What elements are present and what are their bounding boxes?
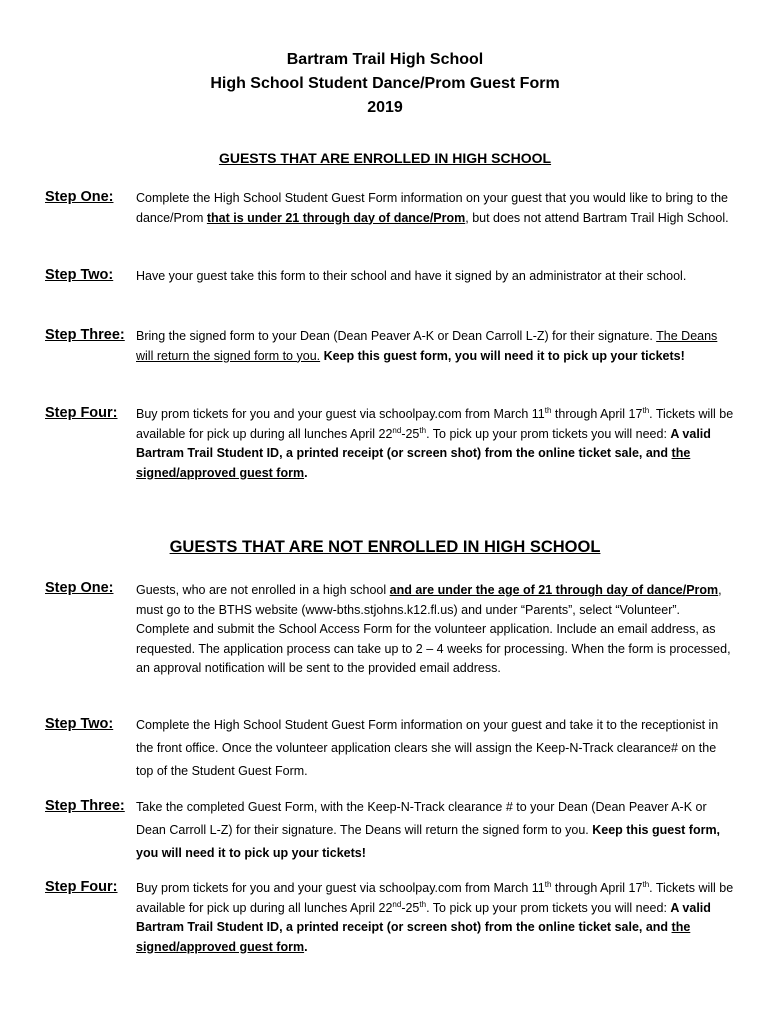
s1-step-three-label: Step Three: bbox=[45, 327, 125, 343]
s2-step-three-text: Take the completed Guest Form, with the Keep-N-Track clearance # to your Dean (Dean Peaver A-K or Dean Carroll L-Z) for their signature. The Deans will return the signed form to you. Keep this guest form, you will need it to pick up your tickets! bbox=[136, 800, 721, 860]
s2-step-two-text: Complete the High School Student Guest Form information on your guest and take it to the receptionist in the front office. Once the volunteer application clears she will assign the Keep-N-Track clearance# on the top of the Student Guest Form. bbox=[136, 718, 719, 778]
s1-step-one-label: Step One: bbox=[45, 189, 114, 205]
s2-step-three-label: Step Three: bbox=[45, 798, 125, 814]
s1-step-two-label: Step Two: bbox=[45, 267, 114, 283]
section-enrolled-heading: GUESTS THAT ARE ENROLLED IN HIGH SCHOOL bbox=[218, 150, 552, 166]
s1-step-four-text: Buy prom tickets for you and your guest via schoolpay.com from March 11th through April 17th. Tickets will be available for pick up during all lunches April 22nd-25th. To pick up your prom tickets you will need: A valid Bartram Trail Student ID, a printed receipt (or screen shot) from the online ticket sale, and the signed/approved guest form. bbox=[136, 405, 734, 480]
s2-step-four-label: Step Four: bbox=[45, 879, 118, 895]
form-year: 2019 bbox=[367, 99, 403, 116]
s1-step-two-text: Have your guest take this form to their school and have it signed by an administrator at their school. bbox=[136, 269, 687, 283]
form-title: High School Student Dance/Prom Guest Form bbox=[210, 75, 560, 92]
s2-step-one-text: Guests, who are not enrolled in a high school and are under the age of 21 through day of dance/Prom, must go to the BTHS website (www-bths.stjohns.k12.fl.us) and under “Parents”, select “Volunteer”. Complete and submit the School Access Form for the volunteer application. Include an email address, as requested. The application process can take up to 2 – 4 weeks for processing. When the form is processed, an approval notification will be sent to the provided email address. bbox=[136, 583, 731, 675]
section-not-enrolled-heading: GUESTS THAT ARE NOT ENROLLED IN HIGH SCHOOL bbox=[169, 538, 601, 556]
s1-step-three-text: Bring the signed form to your Dean (Dean Peaver A-K or Dean Carroll L-Z) for their signature. The Deans will return the signed form to you. Keep this guest form, you will need it to pick up your tickets! bbox=[136, 329, 718, 363]
s2-step-one-label: Step One: bbox=[45, 580, 114, 596]
s1-step-one-text: Complete the High School Student Guest Form information on your guest that you would like to bring to the dance/Prom that is under 21 through day of dance/Prom, but does not attend Bartram Trail High School. bbox=[136, 191, 729, 225]
s2-step-four-text: Buy prom tickets for you and your guest via schoolpay.com from March 11th through April 17th. Tickets will be available for pick up during all lunches April 22nd-25th. To pick up your prom tickets you will need: A valid Bartram Trail Student ID, a printed receipt (or screen shot) from the online ticket sale, and the signed/approved guest form. bbox=[136, 879, 734, 954]
school-title: Bartram Trail High School bbox=[286, 51, 484, 68]
s1-step-four-label: Step Four: bbox=[45, 405, 118, 421]
s2-step-two-label: Step Two: bbox=[45, 716, 114, 732]
